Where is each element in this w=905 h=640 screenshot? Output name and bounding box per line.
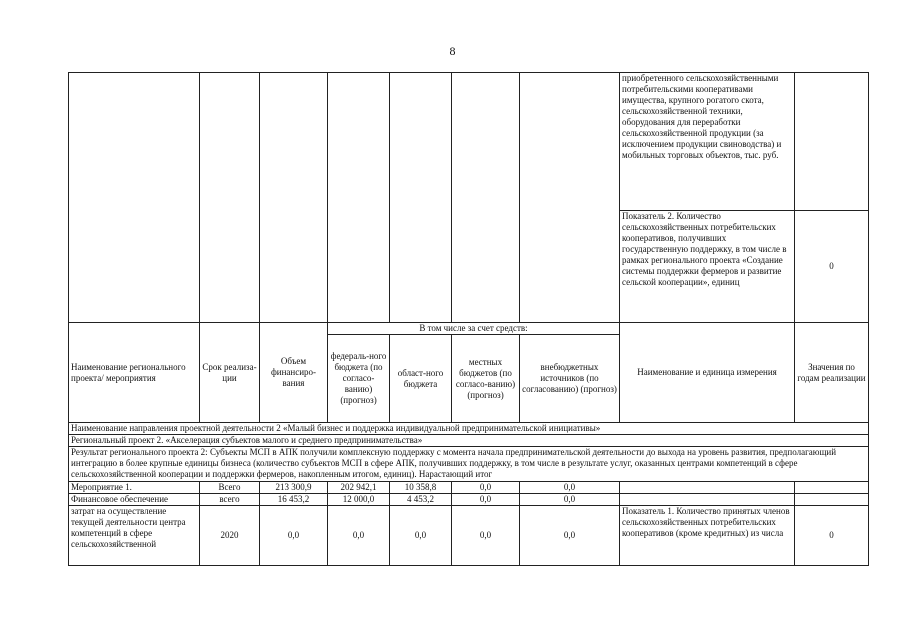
header-federal: федераль-ного бюджета (по согласо-ванию) (прогноз) [328, 335, 390, 423]
financing-table [68, 72, 869, 566]
header-values: Значения по годам реализации [795, 323, 869, 423]
event1-row: Мероприятие 1. Всего 213 300,9 202 942,1 10 358,8 0,0 0,0 [69, 482, 869, 494]
header-local: местных бюджетов (по согласо-ванию) (прогноз) [452, 335, 520, 423]
indicator-1-text: Показатель 1. Количество принятых членов сельскохозяйственных потребительских кооперативов (кроме кредитных) из числа [620, 506, 795, 566]
indicator-text: приобретенного сельскохозяйственными потребительскими кооперативами имущества, крупного рогатого скота, сельскохозяйственной техники, оборудования для переработки сельскохозяйственной продукции (за исключением продукции свиноводства) и мобильных торговых объектов, тыс. руб. [620, 73, 795, 211]
fin-row: Финансовое обеспечение всего 16 453,2 12 000,0 4 453,2 0,0 0,0 [69, 494, 869, 506]
costs-row: затрат на осуществление текущей деятельности центра компетенций в сфере сельскохозяйственной 2020 0,0 0,0 0,0 0,0 0,0 Показатель 1. Количество принятых членов сельскохозяйственных потребительских кооперативов (кроме кредитных) из числа 0 [69, 506, 869, 566]
page-number: 8 [449, 44, 456, 58]
indicator-2-value: 0 [795, 211, 869, 323]
header-extra: внебюджетных источников (по согласованию) (прогноз) [520, 335, 620, 423]
result-row: Результат регионального проекта 2: Субъекты МСП в АПК получили комплексную поддержку с момента начала предпринимательской деятельности до выхода на уровень развития, предполагающий интеграцию в более крупные единицы бизнеса (количество субъектов МСП в сфере АПК, получивших поддержку, в том числе в результате услуг, оказанных центрами компетенций в сфере сельскохозяйственной кооперации и поддержки фермеров, накопленным итогом, единиц). Нарастающий итог [69, 447, 869, 482]
header-row-1 [69, 323, 869, 335]
header-volume: Объем финансиро-вания [260, 323, 328, 423]
header-group: В том числе за счет средств: [328, 323, 620, 335]
direction-row: Наименование направления проектной деятельности 2 «Малый бизнес и поддержка индивидуальной предпринимательской инициативы» [69, 423, 869, 435]
indicator-2-text: Показатель 2. Количество сельскохозяйственных потребительских кооперативов, получивших государственную поддержку, в том числе в рамках регионального проекта «Создание системы поддержки фермеров и развитие сельской кооперации», единиц [620, 211, 795, 323]
continuation-row-a [69, 73, 869, 211]
header-name: Наименование регионального проекта/ мероприятия [69, 323, 200, 423]
header-term: Срок реализа-ции [200, 323, 260, 423]
indicator-1-value: 0 [795, 506, 869, 566]
header-regional: област-ного бюджета [390, 335, 452, 423]
project-row: Региональный проект 2. «Акселерация субъектов малого и среднего предпринимательства» [69, 435, 869, 447]
header-indicator: Наименование и единица измерения [620, 323, 795, 423]
